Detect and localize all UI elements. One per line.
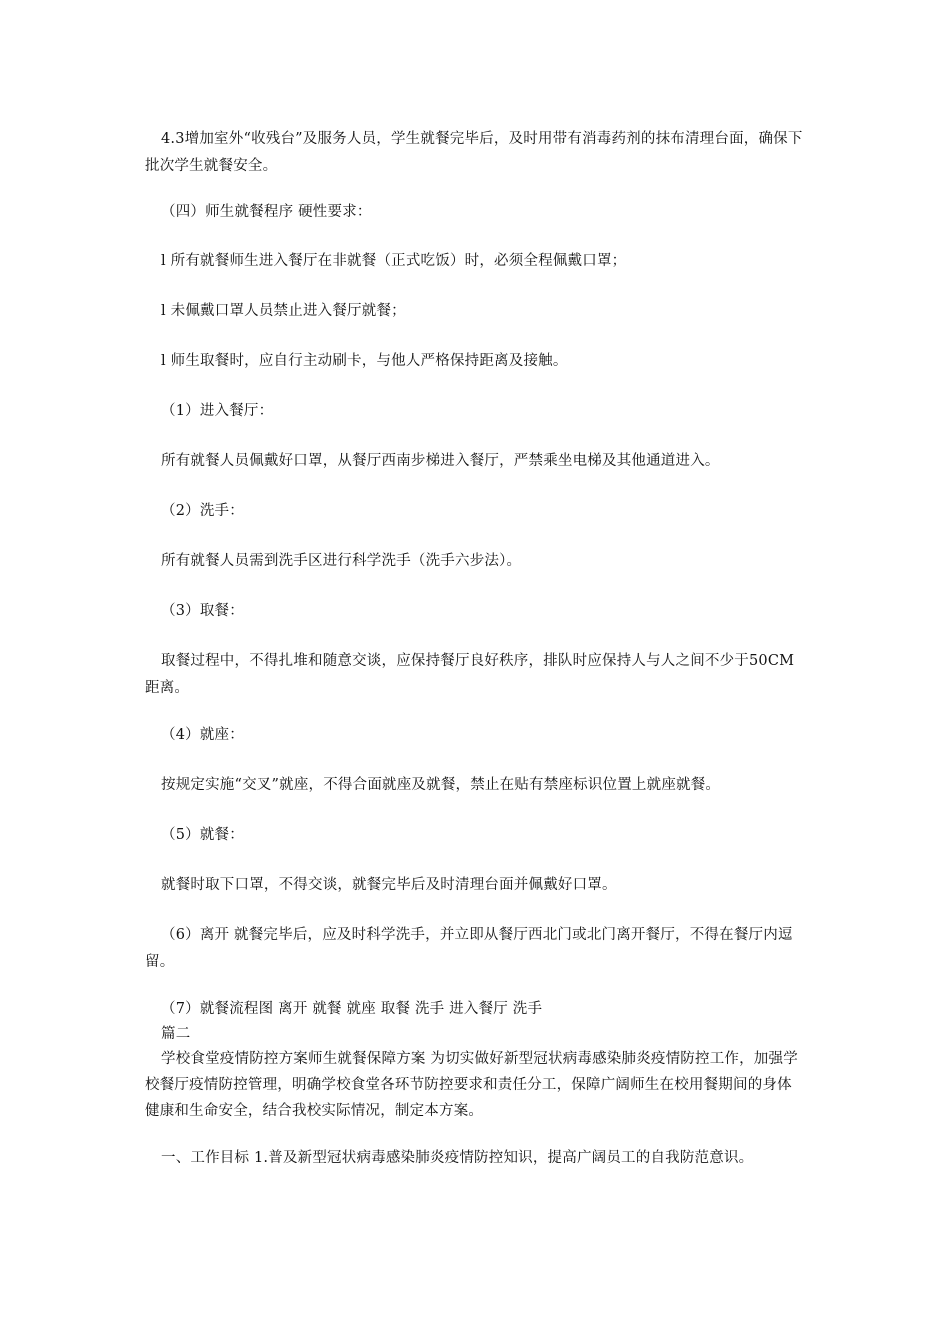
paragraph-plan-intro: 学校食堂疫情防控方案师生就餐保障方案 为切实做好新型冠状病毒感染肺炎疫情防控工作，加强学校餐厅疫情防控管理，明确学校食堂各环节防控要求和责任分工，保障广阔师生在校用餐期间的身体健康和生命安全，结合我校实际情况，制定本方案。	[145, 1051, 798, 1119]
bullet-mask-required: l 所有就餐师生进入餐厅在非就餐（正式吃饭）时，必须全程佩戴口罩；	[161, 253, 627, 269]
step-heading-eat: （5）就餐：	[161, 827, 244, 843]
step-text-take-meal: 取餐过程中，不得扎堆和随意交谈，应保持餐厅良好秩序，排队时应保持人与人之间不少于50CM距离。	[145, 653, 795, 696]
step-heading-take-meal: （3）取餐：	[161, 603, 244, 619]
step-heading-seat: （4）就座：	[161, 727, 244, 743]
step-heading-wash: （2）洗手：	[161, 503, 244, 519]
bullet-card-swipe: l 师生取餐时，应自行主动刷卡，与他人严格保持距离及接触。	[161, 353, 568, 369]
step-flowchart: （7）就餐流程图 离开 就餐 就座 取餐 洗手 进入餐厅 洗手	[161, 1001, 543, 1017]
section-heading-dining-procedure: （四）师生就餐程序 硬性要求：	[161, 204, 372, 220]
step-text-seat: 按规定实施“交叉”就座，不得合面就座及就餐，禁止在贴有禁座标识位置上就座就餐。	[161, 777, 721, 793]
step-text-eat: 就餐时取下口罩，不得交谈，就餐完毕后及时清理台面并佩戴好口罩。	[161, 877, 617, 893]
step-leave: （6）离开 就餐完毕后，应及时科学洗手，并立即从餐厅西北门或北门离开餐厅，不得在餐厅内逗留。	[145, 927, 793, 970]
step-text-wash: 所有就餐人员需到洗手区进行科学洗手（洗手六步法）。	[161, 553, 522, 569]
step-text-enter: 所有就餐人员佩戴好口罩，从餐厅西南步梯进入餐厅，严禁乘坐电梯及其他通道进入。	[161, 453, 720, 469]
section-label-part-two: 篇二	[161, 1026, 191, 1042]
bullet-no-mask-no-entry: l 未佩戴口罩人员禁止进入餐厅就餐；	[161, 303, 406, 319]
paragraph-work-goal: 一、工作目标 1.普及新型冠状病毒感染肺炎疫情防控知识，提高广阔员工的自我防范意识。	[161, 1150, 754, 1166]
paragraph-4-3: 4.3增加室外“收残台”及服务人员，学生就餐完毕后，及时用带有消毒药剂的抹布清理台面，确保下批次学生就餐安全。	[145, 131, 803, 174]
step-heading-enter: （1）进入餐厅：	[161, 403, 274, 419]
